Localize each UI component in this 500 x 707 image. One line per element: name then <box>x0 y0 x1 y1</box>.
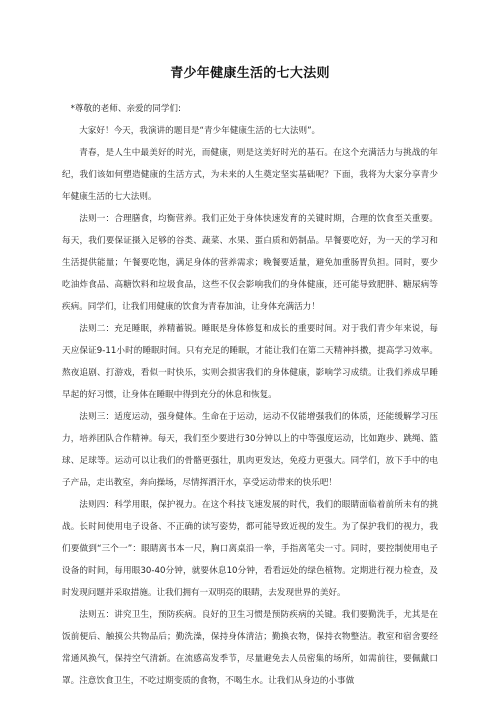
paragraph-rule-4: 法则四：科学用眼，保护视力。在这个科技飞速发展的时代，我们的眼睛面临着前所未有的挑战。长时间使用电子设备、不正确的读写姿势，都可能导致近视的发生。为了保护我们的视力，我们要做到“三个一”：眼睛离书本一尺，胸口离桌沿一拳，手指离笔尖一寸。同时，要控制使用电子设备的时间，每用眼30-40分钟，就要休息10分钟，看看远处的绿色植物。定期进行视力检查，及时发现问题并采取措施。让我们拥有一双明亮的眼睛，去发现世界的美好。 <box>62 500 438 598</box>
paragraph-greeting: 大家好！今天，我演讲的题目是“青少年健康生活的七大法则”。 <box>79 126 321 136</box>
paragraph-rule-1: 法则一：合理膳食，均衡营养。我们正处于身体快速发育的关键时期，合理的饮食至关重要。每天，我们要保证摄入足够的谷类、蔬菜、水果、蛋白质和奶制品。早餐要吃好，为一天的学习和生活提供能量；午餐要吃饱，满足身体的营养需求；晚餐要适量，避免加重肠胃负担。同时，要少吃油炸食品、高糖饮料和垃圾食品，这些不仅会影响我们的身体健康，还可能导致肥胖、糖尿病等疾病。同学们，让我们用健康的饮食为青春加油，让身体充满活力！ <box>62 214 438 312</box>
paragraph-intro: 青春，是人生中最美好的时光，而健康，则是这美好时光的基石。在这个充满活力与挑战的年纪，我们该如何塑造健康的生活方式，为未来的人生奠定坚实基础呢？下面，我将为大家分享青少年健康生活的七大法则。 <box>62 148 438 202</box>
paragraph-rule-2: 法则二：充足睡眠，养精蓄锐。睡眠是身体修复和成长的重要时间。对于我们青少年来说，每天应保证9-11小时的睡眠时间。只有充足的睡眠，才能让我们在第二天精神抖擞，提高学习效率。熬夜追剧、打游戏，看似一时快乐，实则会损害我们的身体健康，影响学习成绩。让我们养成早睡早起的好习惯，让身体在睡眠中得到充分的休息和恢复。 <box>62 324 438 400</box>
salutation: *尊敬的老师、亲爱的同学们: <box>70 104 181 114</box>
paragraph-rule-5: 法则五：讲究卫生，预防疾病。良好的卫生习惯是预防疾病的关键。我们要勤洗手，尤其是在饭前便后、触摸公共物品后；勤洗澡，保持身体清洁；勤换衣物，保持衣物整洁。教室和宿舍要经常通风换气，保持空气清新。在流感高发季节，尽量避免去人员密集的场所，如需前往，要佩戴口罩。注意饮食卫生，不吃过期变质的食物，不喝生水。让我们从身边的小事做 <box>62 610 438 686</box>
paragraph-rule-3: 法则三：适度运动，强身健体。生命在于运动，运动不仅能增强我们的体质，还能缓解学习压力，培养团队合作精神。每天，我们至少要进行30分钟以上的中等强度运动，比如跑步、跳绳、篮球、足球等。运动可以让我们的骨骼更强壮，肌肉更发达，免疫力更强大。同学们，放下手中的电子产品，走出教室，奔向操场，尽情挥洒汗水，享受运动带来的快乐吧！ <box>62 412 438 488</box>
document-title: 青少年健康生活的七大法则 <box>170 66 330 81</box>
